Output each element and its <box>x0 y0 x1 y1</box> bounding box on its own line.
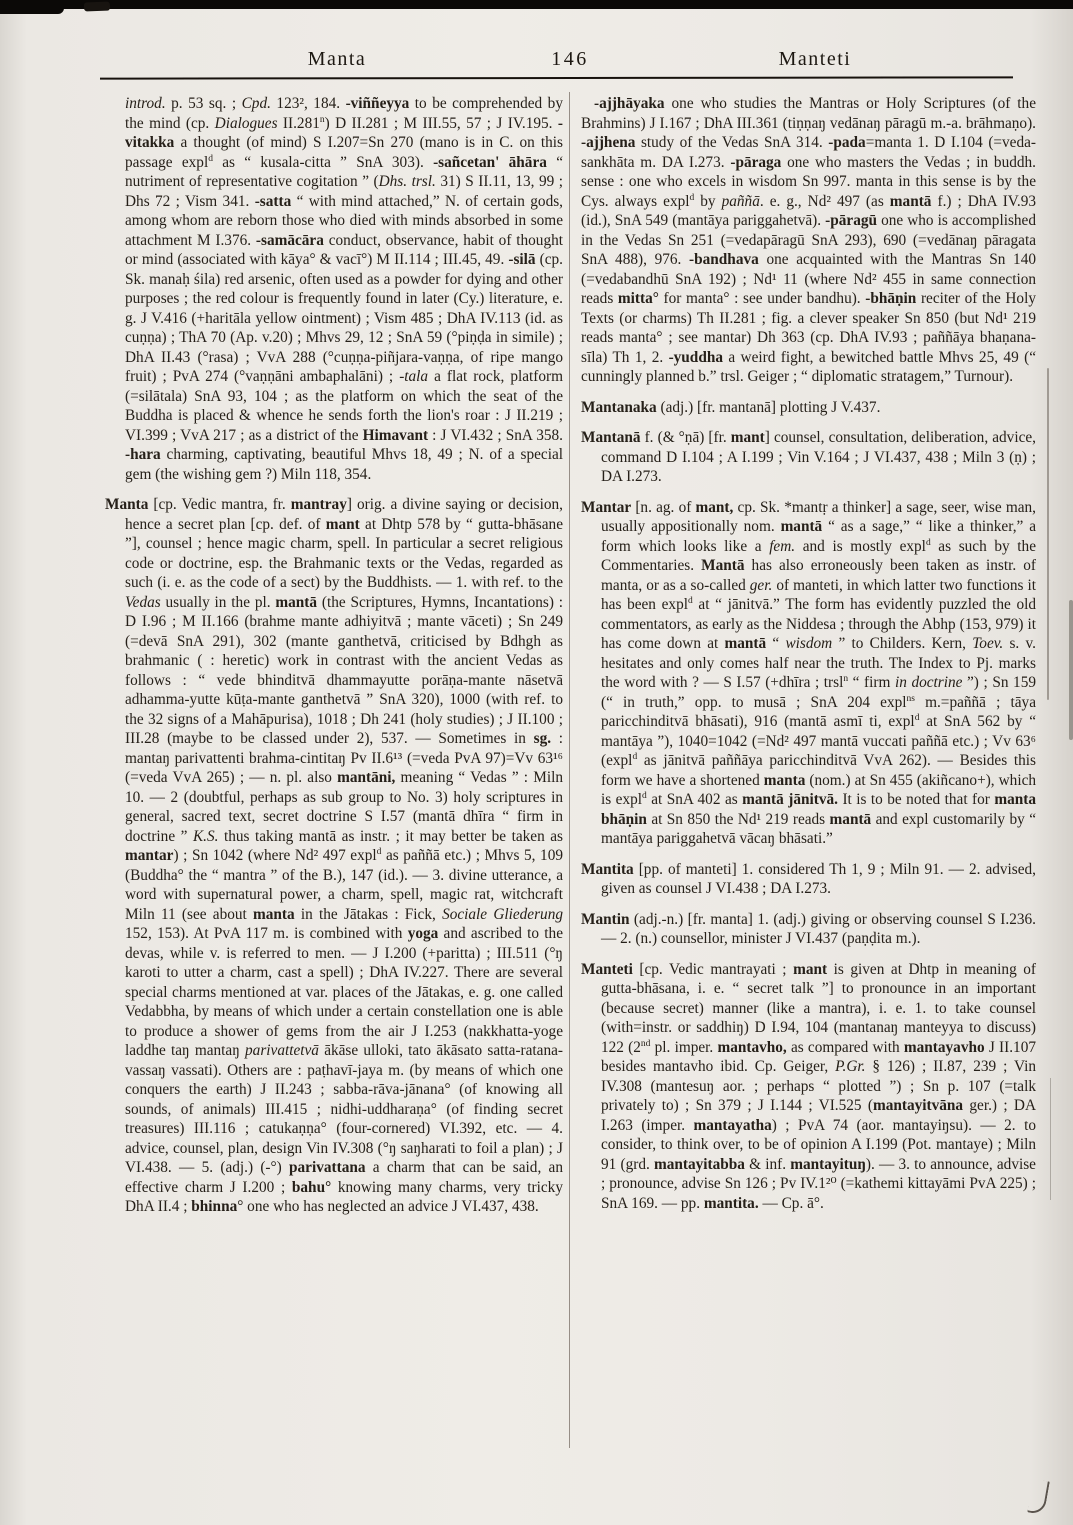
entry-mantin: Mantin (adj.-n.) [fr. manta] 1. (adj.) giving or observing counsel S I.236. — 2. (n.) counsellor, minister J VI.437 (paṇḍita m.). <box>581 910 1036 947</box>
entry-manta: Manta [cp. Vedic mantra, fr. mantray] orig. a divine saying or decision, hence a secret plan [cp. def. of mant at Dhtp 578 by “ gutta-bhāsane ”], counsel ; hence magic charm, spell. In particular a secret religious code or doctrine, esp. the Brahmanic texts or the Vedas, regarded as such (i. e. as the code of a sect) by the Buddhists. — 1. with ref. to the Vedas usually in the pl. mantā (the Scriptures, Hymns, Incantations) : D I.96 ; M II.166 (brahme mante adhiyitvā ; mante vāceti) ; Sn 249 (=devā SnA 291), 302 (mante ganthetvā, criticised by Bdhgh as brahmanic ( : heretic) work in contrast with the ancient Vedas as follows : “ vede bhinditvā dhammayutte porāṇa-mante nāsetvā adhamma-yutte kūṭa-mante ganthetvā ” SnA 320), 1000 (with ref. to the 32 signs of a Mahāpurisa), 1018 ; Dh 241 (holy studies) ; J II.100 ; III.28 (maybe to be classed under 2), 537. — Sometimes in sg. : mantaŋ parivattenti brahma-cintitaŋ Pv II.6¹³ (=veda PvA 97)=Vv 63¹⁶ (=veda VvA 265) ; — n. pl. also mantāni, meaning “ Vedas ” : Miln 10. — 2 (doubtful, perhaps as sub group to No. 3) holy scriptures in general, sacred text, secret doctrine S I.57 (mantā dhīra “ firm in doctrine ” K.S. thus taking mantā as instr. ; it may better be taken as mantar) ; Sn 1042 (where Nd² 497 expl$^d$ as paññā etc.) ; Mhvs 5, 109 (Buddha° the “ mantra ” of the B.), 147 (id.). — 3. divine utterance, a word with supernatural power, a charm, spell, magic rat, witchcraft Miln 11 (see about manta in the Jātakas : Fick, Sociale Gliederung 152, 153). At PvA 117 m. is combined with yoga and ascribed to the devas, while v. is referred to men. — J I.200 (+paritta) ; III.511 (°ŋ karoti to utter a charm, cast a spell) ; DhA IV.227. There are several special charms mentioned at var. places of the Jātakas, e. g. one called Vedabbha, by means of which under a certain constellation one is able to produce a shower of gems from the air J I.253 (nakkhatta-yoge laddhe taŋ mantaŋ parivattetvā ākāse ulloki, tato ākāsato satta-ratana-vassaŋ vassati). Others are : paṭhavī-jaya m. (by means of which one conquers the earth) J II.243 ; sabba-rāva-jānana° (of knowing all sounds, of animals) III.415 ; nidhi-uddharaṇa° (of finding secret treasures) III.116 ; catukaṇṇa° (four-cornered) VI.392, etc. — 4. advice, counsel, plan, design Vin IV.308 (°ŋ saŋharati to foil a plan) ; J VI.438. — 5. (adj.) (-°) parivattana a charm that can be said, an effective charm J I.200 ; bahu° knowing many charms, very tricky DhA II.4 ; bhinna° one who has neglected an advice J VI.437, 438. <box>105 496 564 1215</box>
scan-artifact-edge <box>1069 600 1073 740</box>
running-head-left: Manta <box>307 48 367 70</box>
entry-mantita: Mantita [pp. of manteti] 1. considered Th 1, 9 ; Miln 91. — 2. advised, given as counsel J VI.438 ; DA I.273. <box>581 860 1036 897</box>
right-column <box>581 94 1036 1213</box>
left-column <box>105 94 563 1217</box>
entry-manteti: Manteti [cp. Vedic mantrayati ; mant is given at Dhtp in meaning of gutta-bhāsana, i. e. “ secret talk ”] to pronounce in an important (because secret) manner (like a mantra), i. e. 1. to take counsel (with=instr. or saddhiŋ) D I.94, 104 (mantanaŋ manteyya to discuss) 122 (2nd pl. imper. mantavho, as compared with mantayavho J II.107 besides mantavho ibid. Cp. Geiger, P.Gr. § 126) ; II.87, 239 ; Vin IV.308 (mantesuŋ aor. ; perhaps “ plotted ”) ; Sn p. 107 (=talk privately to) ; Sn 379 ; J I.144 ; VI.525 (mantayitvāna ger.) ; DA I.263 (imper. mantayatha) ; PvA 74 (aor. mantayiŋsu). — 2. to consider, to think over, to be of opinion A I.199 (Pot. mantaye) ; Miln 91 (grd. mantayitabba & inf. mantayituŋ). — 3. to announce, advise ; pronounce, advise Sn 126 ; Pv IV.1²⁰ (=kathemi kittayāmi PvA 225) ; SnA 169. — pp. mantita. — Cp. ā°. <box>581 960 1037 1212</box>
scan-blob-top-left <box>0 0 64 14</box>
entry-mantar: Mantar [n. ag. of mant, cp. Sk. *mantṛ a thinker] a sage, seer, wise man, usually appositionally nom. mantā “ as a sage,” “ like a thinker,” a form which looks like a fem. and is mostly expl$^d$ as such by the Commentaries. Mantā has also erroneously been taken as instr. of manta, or as a so-called ger. of manteti, in which latter two functions it has been expl$^d$ at “ jānitvā.” The form has evidently puzzled the old commentators, as early as the Niddesa ; through the Abhp (153, 979) it has come down at mantā “ wisdom ” to Childers. Kern, Toev. s. v. hesitates and only comes half near the truth. The Index to Pj. marks the word with ? — S I.57 (+dhīra ; trsl$^n$ “ firm in doctrine ”) ; Sn 159 (“ in truth,” opp. to musā ; SnA 204 expl$^{ns}$ m.=paññā ; tāya paricchinditvā bhāsati), 916 (mantā asmī ti, expl$^d$ at SnA 562 by “ mantāya ”), 1040=1042 (=Nd² 497 mantā vuccati paññā etc.) ; Vv 63⁶ (expl$^d$ as jānitvā paññāya paricchinditvā VvA 262). — Besides this form we have a shortened manta (nom.) at Sn 455 (akiñcano+), which is expl$^d$ at SnA 402 as mantā jānitvā. It is to be noted that for manta bhāṇin at Sn 850 the Nd¹ 219 reads mantā and expl customarily by “ mantāya pariggahetvā vācaŋ bhāsati.” <box>581 498 1037 847</box>
scan-edge-artifact-top <box>0 0 1073 9</box>
manta-compounds-paragraph: -ajjhāyaka one who studies the Mantras or Holy Scriptures (of the Brahmins) J I.167 ; DhA III.361 (tiṇṇaŋ vedānaŋ pāragū m.-a. brāhmaṇo). -ajjhena study of the Vedas SnA 314. -pada=manta 1. D I.104 (=veda-sankhāta m. DA I.273. -pāraga one who masters the Vedas ; in buddh. sense : one who excels in wisdom Sn 997. manta in this sense is by the Cys. always expl$^d$ by paññā. e. g., Nd² 497 (as mantā f.) ; DhA IV.93 (id.), SnA 549 (mantāya pariggahetvā). -pāragū one who is accomplished in the Vedas Sn 251 (=vedapāragū SnA 293), 690 (=vedānaŋ pāragata SnA 488), 976. -bandhava one acquainted with the Mantras Sn 140 (=vedabandhū SnA 192) ; Nd¹ 11 (where Nd² 455 in same connection reads mitta° for manta° : see under bandhu). -bhāṇin reciter of the Holy Texts (or charms) Th II.281 ; fig. a clever speaker Sn 850 (but Nd¹ 219 reads manta° ; see mantar) Dh 363 (cp. DhA IV.93 ; paññāya bhaṇana-sīla) Th 1, 2. -yuddha a weird fight, a bewitched battle Mhvs 25, 49 (“ cunningly planned b.” trsl. Geiger ; “ diplomatic stratagem,” Turnour). <box>581 95 1037 385</box>
entry-mantanaka: Mantanaka (adj.) [fr. mantanā] plotting J V.437. <box>581 398 881 416</box>
scan-blob-top-left-2 <box>84 2 110 12</box>
entry-mantana: Mantanā f. (& °ṇā) [fr. mant] counsel, consultation, deliberation, advice, command D I.104 ; A I.199 ; Vin V.164 ; J VI.437, 438 ; Miln 3 (ṇ) ; DA I.273. <box>581 429 1036 485</box>
page-number: 146 <box>551 48 589 70</box>
scan-artifact-line <box>1050 1078 1051 1200</box>
column-divider-rule <box>569 92 570 1448</box>
continuation-paragraph: introd. p. 53 sq. ; Cpd. 123², 184. -viññeyya to be comprehended by the mind (cp. Dialogues II.281$^n$) D II.281 ; M III.55, 57 ; J IV.195. -vitakka a thought (of mind) S I.207=Sn 270 (mano is in C. on this passage expl$^d$ as “ kusala-citta ” SnA 303). -sañcetan' āhāra “ nutriment of representative cogitation ” (Dhs. trsl. 31) S II.11, 13, 99 ; Dhs 72 ; Vism 341. -satta “ with mind attached,” N. of certain gods, among whom are reborn those who died with minds absorbed in some attachment M I.376. -samācāra conduct, observance, habit of thought or mind (associated with kāya° & vacī°) M II.114 ; III.45, 49. -silā (cp. Sk. manaḥ śila) red arsenic, often used as a powder for dying and other purposes ; the red colour is frequently found in later (Cy.) literature, e. g. J V.416 (+haritāla yellow ointment) ; Vism 485 ; DhA IV.113 (id. as cuṇṇa) ; ThA 70 (Ap. v.20) ; Mhvs 29, 12 ; SnA 59 (°piṇḍa in simile) ; DhA II.43 (°rasa) ; VvA 288 (°cuṇṇa-piñjara-vaṇṇa, of ripe mango fruit) ; PvA 274 (°vaṇṇāni ambaphalāni) ; -tala a flat rock, platform (=silātala) SnA 93, 104 ; as the platform on which the seat of the Buddha is placed & whence he sends forth the lion's roar : J II.219 ; VI.399 ; VvA 217 ; as a district of the Himavant : J VI.432 ; SnA 358. -hara charming, captivating, beautiful Mhvs 18, 49 ; N. of a special gem (the wishing gem ?) Miln 118, 354. <box>125 95 564 483</box>
running-head-right: Manteti <box>778 48 852 70</box>
scan-artifact-line <box>1047 368 1049 700</box>
